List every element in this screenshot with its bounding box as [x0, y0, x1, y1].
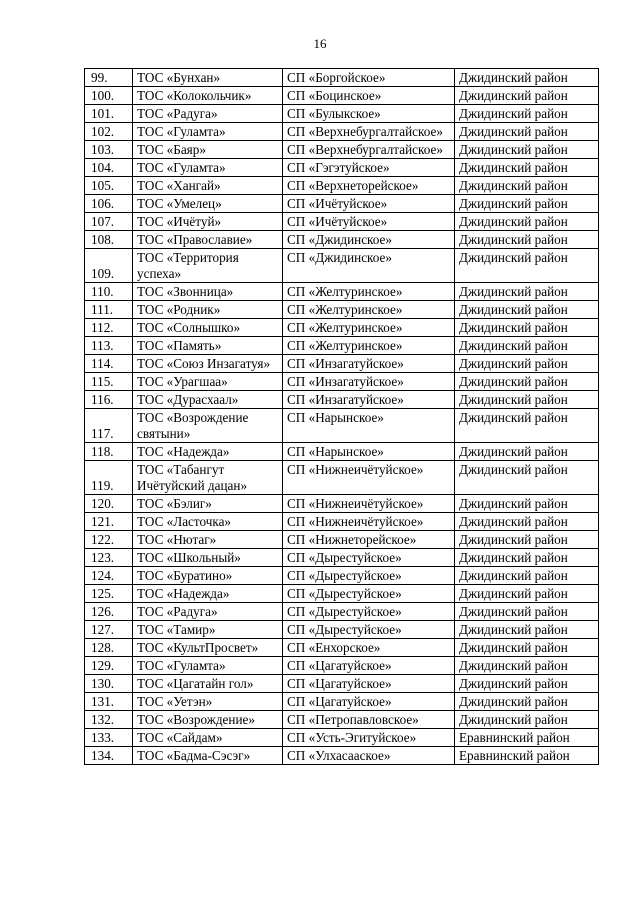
table-row: [85, 639, 599, 657]
table-row: [85, 249, 599, 283]
table-row: [85, 531, 599, 549]
page-number: 16: [313, 36, 327, 51]
tos-name-cell: ТОС «Тамир»: [133, 621, 283, 639]
tos-name-cell: ТОС «Хангай»: [133, 177, 283, 195]
row-number-cell: 108.: [85, 231, 133, 249]
settlement-cell: СП «Желтуринское»: [283, 319, 455, 337]
row-number-cell: 130.: [85, 675, 133, 693]
row-number-cell: 103.: [85, 141, 133, 159]
settlement-cell: СП «Цагатуйское»: [283, 693, 455, 711]
table-row: [85, 657, 599, 675]
district-cell: Джидинский район: [455, 249, 599, 283]
row-number-cell: 118.: [85, 443, 133, 461]
district-cell: Джидинский район: [455, 87, 599, 105]
settlement-cell: СП «Ичётуйское»: [283, 195, 455, 213]
tos-name-cell: ТОС «Надежда»: [133, 585, 283, 603]
settlement-cell: СП «Нарынское»: [283, 409, 455, 443]
settlement-cell: СП «Петропавловское»: [283, 711, 455, 729]
table-body: [85, 69, 599, 765]
district-cell: Джидинский район: [455, 213, 599, 231]
table-row: [85, 621, 599, 639]
district-cell: Джидинский район: [455, 443, 599, 461]
district-cell: Джидинский район: [455, 123, 599, 141]
district-cell: Джидинский район: [455, 373, 599, 391]
settlement-cell: СП «Верхнебургалтайское»: [283, 141, 455, 159]
row-number-cell: 131.: [85, 693, 133, 711]
tos-name-cell: ТОС «Цагатайн гол»: [133, 675, 283, 693]
tos-name-cell: ТОС «Надежда»: [133, 443, 283, 461]
settlement-cell: СП «Цагатуйское»: [283, 657, 455, 675]
table-row: [85, 729, 599, 747]
table-row: [85, 283, 599, 301]
row-number-cell: 101.: [85, 105, 133, 123]
row-number-cell: 127.: [85, 621, 133, 639]
settlement-cell: СП «Енхорское»: [283, 639, 455, 657]
table-row: [85, 69, 599, 87]
row-number-cell: 106.: [85, 195, 133, 213]
settlement-cell: СП «Желтуринское»: [283, 283, 455, 301]
settlement-cell: СП «Нарынское»: [283, 443, 455, 461]
settlement-cell: СП «Верхнебургалтайское»: [283, 123, 455, 141]
district-cell: Джидинский район: [455, 195, 599, 213]
settlement-cell: СП «Дырестуйское»: [283, 585, 455, 603]
district-cell: Джидинский район: [455, 567, 599, 585]
row-number-cell: 116.: [85, 391, 133, 409]
district-cell: Джидинский район: [455, 355, 599, 373]
row-number-cell: 122.: [85, 531, 133, 549]
row-number-cell: 126.: [85, 603, 133, 621]
district-cell: Джидинский район: [455, 231, 599, 249]
tos-name-cell: ТОС «Дурасхаал»: [133, 391, 283, 409]
tos-name-cell: ТОС «Уетэн»: [133, 693, 283, 711]
row-number-cell: 113.: [85, 337, 133, 355]
tos-name-cell: ТОС «Бадма-Сэсэг»: [133, 747, 283, 765]
settlement-cell: СП «Инзагатуйское»: [283, 373, 455, 391]
tos-name-cell: ТОС «Радуга»: [133, 603, 283, 621]
settlement-cell: СП «Инзагатуйское»: [283, 391, 455, 409]
tos-registry-table: [84, 68, 599, 765]
tos-name-cell: ТОС «Табангут Ичётуйский дацан»: [133, 461, 283, 495]
district-cell: Джидинский район: [455, 657, 599, 675]
settlement-cell: СП «Дырестуйское»: [283, 603, 455, 621]
table-row: [85, 603, 599, 621]
table-row: [85, 159, 599, 177]
settlement-cell: СП «Дырестуйское»: [283, 549, 455, 567]
tos-name-cell: ТОС «Гуламта»: [133, 123, 283, 141]
district-cell: Джидинский район: [455, 711, 599, 729]
row-number-cell: 102.: [85, 123, 133, 141]
row-number-cell: 128.: [85, 639, 133, 657]
table-row: [85, 355, 599, 373]
tos-name-cell: ТОС «Родник»: [133, 301, 283, 319]
district-cell: Джидинский район: [455, 693, 599, 711]
district-cell: Еравнинский район: [455, 729, 599, 747]
tos-name-cell: ТОС «Звонница»: [133, 283, 283, 301]
tos-name-cell: ТОС «Нютаг»: [133, 531, 283, 549]
tos-name-cell: ТОС «Бэлиг»: [133, 495, 283, 513]
row-number-cell: 114.: [85, 355, 133, 373]
settlement-cell: СП «Дырестуйское»: [283, 621, 455, 639]
table-row: [85, 337, 599, 355]
table-row: [85, 693, 599, 711]
district-cell: Джидинский район: [455, 409, 599, 443]
table-row: [85, 549, 599, 567]
row-number-cell: 134.: [85, 747, 133, 765]
row-number-cell: 133.: [85, 729, 133, 747]
table-row: [85, 177, 599, 195]
tos-name-cell: ТОС «Память»: [133, 337, 283, 355]
settlement-cell: СП «Дырестуйское»: [283, 567, 455, 585]
district-cell: Джидинский район: [455, 69, 599, 87]
tos-name-cell: ТОС «Союз Инзагатуя»: [133, 355, 283, 373]
settlement-cell: СП «Желтуринское»: [283, 301, 455, 319]
district-cell: Джидинский район: [455, 391, 599, 409]
table-row: [85, 391, 599, 409]
row-number-cell: 104.: [85, 159, 133, 177]
tos-name-cell: ТОС «Ичётуй»: [133, 213, 283, 231]
table-row: [85, 319, 599, 337]
row-number-cell: 121.: [85, 513, 133, 531]
tos-name-cell: ТОС «КультПросвет»: [133, 639, 283, 657]
row-number-cell: 119.: [85, 461, 133, 495]
district-cell: Джидинский район: [455, 301, 599, 319]
district-cell: Еравнинский район: [455, 747, 599, 765]
tos-name-cell: ТОС «Радуга»: [133, 105, 283, 123]
district-cell: Джидинский район: [455, 461, 599, 495]
table-row: [85, 585, 599, 603]
table-row: [85, 513, 599, 531]
tos-name-cell: ТОС «Солнышко»: [133, 319, 283, 337]
table-row: [85, 409, 599, 443]
row-number-cell: 124.: [85, 567, 133, 585]
district-cell: Джидинский район: [455, 675, 599, 693]
row-number-cell: 100.: [85, 87, 133, 105]
district-cell: Джидинский район: [455, 549, 599, 567]
settlement-cell: СП «Булыкское»: [283, 105, 455, 123]
tos-name-cell: ТОС «Православие»: [133, 231, 283, 249]
settlement-cell: СП «Гэгэтуйское»: [283, 159, 455, 177]
table-row: [85, 213, 599, 231]
table-row: [85, 87, 599, 105]
district-cell: Джидинский район: [455, 159, 599, 177]
table-row: [85, 711, 599, 729]
row-number-cell: 117.: [85, 409, 133, 443]
settlement-cell: СП «Нижнеичётуйское»: [283, 495, 455, 513]
settlement-cell: СП «Джидинское»: [283, 231, 455, 249]
table-row: [85, 495, 599, 513]
settlement-cell: СП «Джидинское»: [283, 249, 455, 283]
tos-name-cell: ТОС «Баяр»: [133, 141, 283, 159]
row-number-cell: 111.: [85, 301, 133, 319]
district-cell: Джидинский район: [455, 495, 599, 513]
table-row: [85, 675, 599, 693]
row-number-cell: 115.: [85, 373, 133, 391]
tos-name-cell: ТОС «Гуламта»: [133, 657, 283, 675]
settlement-cell: СП «Цагатуйское»: [283, 675, 455, 693]
table-row: [85, 231, 599, 249]
table-row: [85, 747, 599, 765]
settlement-cell: СП «Ичётуйское»: [283, 213, 455, 231]
table-row: [85, 461, 599, 495]
table-row: [85, 141, 599, 159]
settlement-cell: СП «Усть-Эгитуйское»: [283, 729, 455, 747]
tos-name-cell: ТОС «Территория успеха»: [133, 249, 283, 283]
tos-name-cell: ТОС «Урагшаа»: [133, 373, 283, 391]
settlement-cell: СП «Нижнеичётуйское»: [283, 461, 455, 495]
district-cell: Джидинский район: [455, 639, 599, 657]
tos-name-cell: ТОС «Школьный»: [133, 549, 283, 567]
table-row: [85, 195, 599, 213]
row-number-cell: 107.: [85, 213, 133, 231]
row-number-cell: 123.: [85, 549, 133, 567]
district-cell: Джидинский район: [455, 283, 599, 301]
district-cell: Джидинский район: [455, 337, 599, 355]
district-cell: Джидинский район: [455, 319, 599, 337]
row-number-cell: 120.: [85, 495, 133, 513]
tos-name-cell: ТОС «Буратино»: [133, 567, 283, 585]
settlement-cell: СП «Нижнеичётуйское»: [283, 513, 455, 531]
row-number-cell: 99.: [85, 69, 133, 87]
tos-name-cell: ТОС «Колокольчик»: [133, 87, 283, 105]
row-number-cell: 105.: [85, 177, 133, 195]
district-cell: Джидинский район: [455, 141, 599, 159]
settlement-cell: СП «Нижнеторейское»: [283, 531, 455, 549]
tos-name-cell: ТОС «Возрождение»: [133, 711, 283, 729]
settlement-cell: СП «Улхасаaское»: [283, 747, 455, 765]
table-row: [85, 301, 599, 319]
row-number-cell: 112.: [85, 319, 133, 337]
district-cell: Джидинский район: [455, 177, 599, 195]
row-number-cell: 110.: [85, 283, 133, 301]
settlement-cell: СП «Боцинское»: [283, 87, 455, 105]
settlement-cell: СП «Желтуринское»: [283, 337, 455, 355]
settlement-cell: СП «Инзагатуйское»: [283, 355, 455, 373]
settlement-cell: СП «Боргойское»: [283, 69, 455, 87]
tos-name-cell: ТОС «Возрождение святыни»: [133, 409, 283, 443]
table-row: [85, 123, 599, 141]
district-cell: Джидинский район: [455, 585, 599, 603]
table-row: [85, 443, 599, 461]
tos-name-cell: ТОС «Бунхан»: [133, 69, 283, 87]
tos-name-cell: ТОС «Умелец»: [133, 195, 283, 213]
tos-name-cell: ТОС «Сайдам»: [133, 729, 283, 747]
table-row: [85, 373, 599, 391]
settlement-cell: СП «Верхнеторейское»: [283, 177, 455, 195]
row-number-cell: 129.: [85, 657, 133, 675]
district-cell: Джидинский район: [455, 603, 599, 621]
row-number-cell: 109.: [85, 249, 133, 283]
row-number-cell: 132.: [85, 711, 133, 729]
table-row: [85, 567, 599, 585]
tos-name-cell: ТОС «Гуламта»: [133, 159, 283, 177]
district-cell: Джидинский район: [455, 105, 599, 123]
table-row: [85, 105, 599, 123]
district-cell: Джидинский район: [455, 531, 599, 549]
tos-name-cell: ТОС «Ласточка»: [133, 513, 283, 531]
row-number-cell: 125.: [85, 585, 133, 603]
district-cell: Джидинский район: [455, 513, 599, 531]
district-cell: Джидинский район: [455, 621, 599, 639]
